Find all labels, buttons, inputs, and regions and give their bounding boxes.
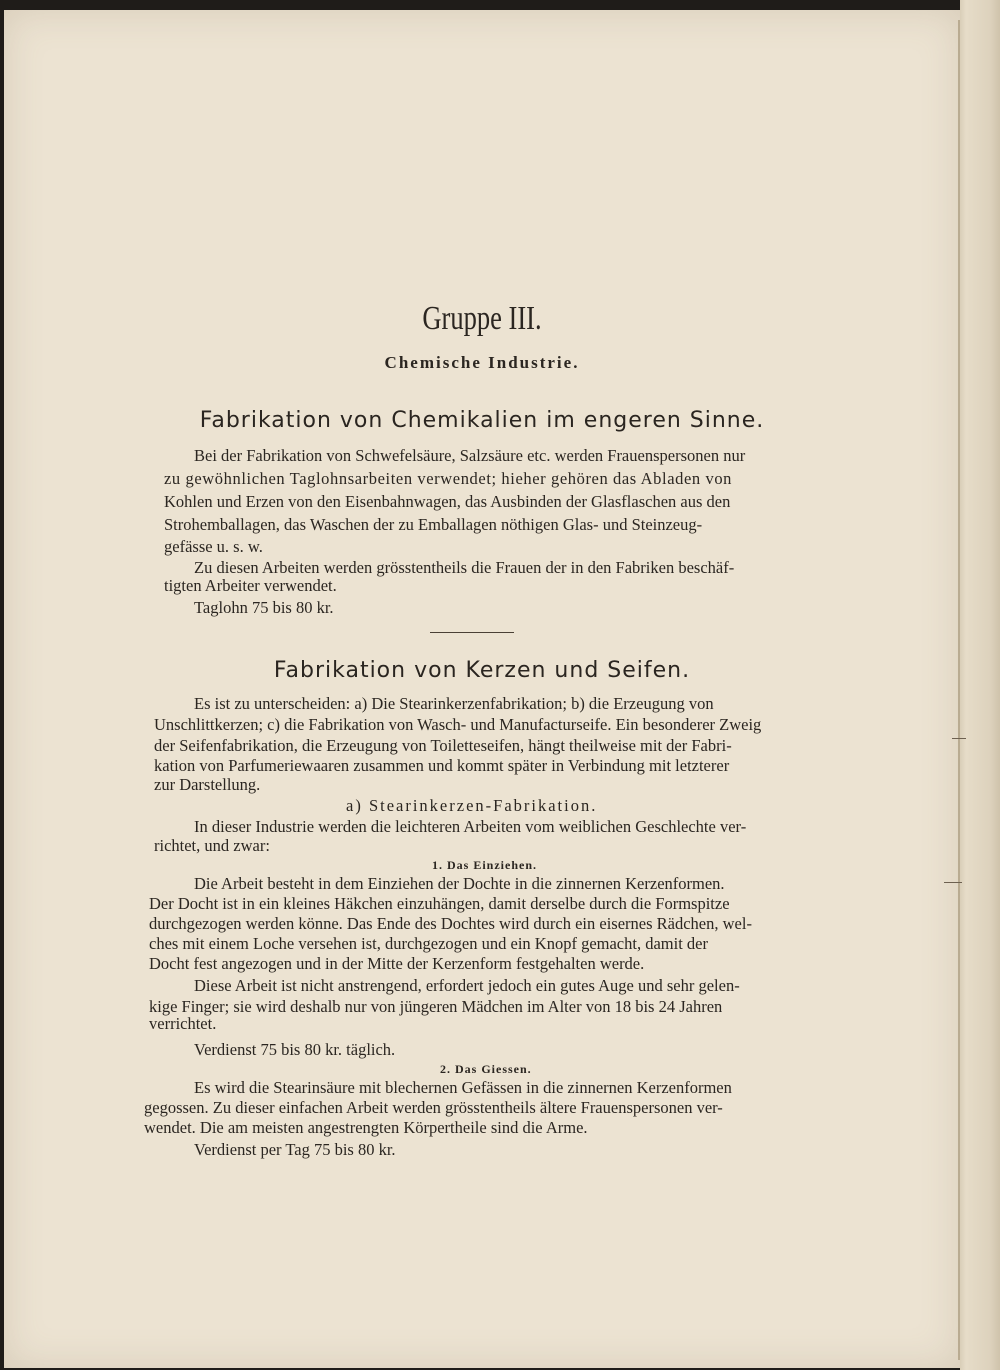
s1-line: Kohlen und Erzen von den Eisenbahnwagen, das Ausbinden der Glasflaschen aus den [164, 492, 731, 511]
p1-line: kige Finger; sie wird deshalb nur von jüngeren Mädchen im Alter von 18 bis 24 Jahren [149, 997, 723, 1016]
p1-line: Die Arbeit besteht in dem Einziehen der Dochte in die zinnernen Kerzenformen. [194, 874, 725, 893]
p1-line: verrichtet. [149, 1014, 217, 1033]
margin-mark [952, 738, 966, 739]
next-page-edge [960, 0, 1000, 1370]
margin-mark [944, 882, 962, 883]
p2-line: wendet. Die am meisten angestrengten Körpertheile sind die Arme. [144, 1118, 588, 1137]
section-1-title: Fabrikation von Chemikalien im engeren Sinne. [199, 408, 765, 433]
s1-line: Strohemballagen, das Waschen der zu Emballagen nöthigen Glas- und Steinzeug- [164, 515, 703, 534]
intro-line: richtet, und zwar: [154, 836, 270, 855]
p1-line: Diese Arbeit ist nicht anstrengend, erfordert jedoch ein gutes Auge und sehr gelen- [194, 976, 740, 995]
p1-line: Docht fest angezogen und in der Mitte der Kerzenform festgehalten werde. [149, 954, 645, 973]
p2-line: Verdienst per Tag 75 bis 80 kr. [194, 1140, 396, 1159]
section-2-title: Fabrikation von Kerzen und Seifen. [273, 658, 691, 683]
group-title: Gruppe III. [422, 300, 542, 337]
p1-line: ches mit einem Loche versehen ist, durchgezogen und ein Knopf gemacht, damit der [149, 934, 708, 953]
s2-line: Unschlittkerzen; c) die Fabrikation von Wasch- und Manufacturseife. Ein besonderer Zweig [154, 715, 762, 734]
s1-line: tigten Arbeiter verwendet. [164, 576, 337, 595]
s2-line: kation von Parfumeriewaaren zusammen und kommt später in Verbindung mit letzterer [154, 756, 730, 775]
page-fold [958, 20, 960, 1360]
group-subtitle: Chemische Industrie. [384, 353, 580, 372]
s1-line: Bei der Fabrikation von Schwefelsäure, Salzsäure etc. werden Frauenspersonen nur [194, 446, 746, 465]
p1-line: Der Docht ist in ein kleines Häkchen einzuhängen, damit derselbe durch die Formspitze [149, 894, 730, 913]
document-page [4, 10, 960, 1368]
p1-line: Verdienst 75 bis 80 kr. täglich. [194, 1040, 396, 1059]
s2-line: zur Darstellung. [154, 775, 261, 794]
part-2-title: 2. Das Giessen. [440, 1062, 532, 1076]
part-1-title: 1. Das Einziehen. [432, 858, 538, 872]
section-divider [430, 632, 514, 633]
s1-line: Zu diesen Arbeiten werden grösstentheils die Frauen der in den Fabriken beschäf- [194, 558, 735, 577]
intro-line: In dieser Industrie werden die leichteren Arbeiten vom weiblichen Geschlechte ver- [194, 817, 747, 836]
p1-line: durchgezogen werden könne. Das Ende des Dochtes wird durch ein eisernes Rädchen, wel- [149, 914, 752, 933]
s1-line: gefässe u. s. w. [164, 537, 263, 556]
s1-line: Taglohn 75 bis 80 kr. [194, 598, 334, 617]
s1-line: zu gewöhnlichen Taglohnsarbeiten verwendet; hieher gehören das Abladen von [164, 469, 733, 488]
show-through-text [144, 130, 864, 430]
subsection-title: a) Stearinkerzen-Fabrikation. [346, 796, 598, 815]
s2-line: Es ist zu unterscheiden: a) Die Stearinkerzenfabrikation; b) die Erzeugung von [194, 694, 714, 713]
p2-line: gegossen. Zu dieser einfachen Arbeit werden grösstentheils ältere Frauenspersonen ver- [144, 1098, 723, 1117]
s2-line: der Seifenfabrikation, die Erzeugung von Toiletteseifen, hängt theilweise mit der Fabri- [154, 736, 732, 755]
p2-line: Es wird die Stearinsäure mit blechernen Gefässen in die zinnernen Kerzenformen [194, 1078, 732, 1097]
